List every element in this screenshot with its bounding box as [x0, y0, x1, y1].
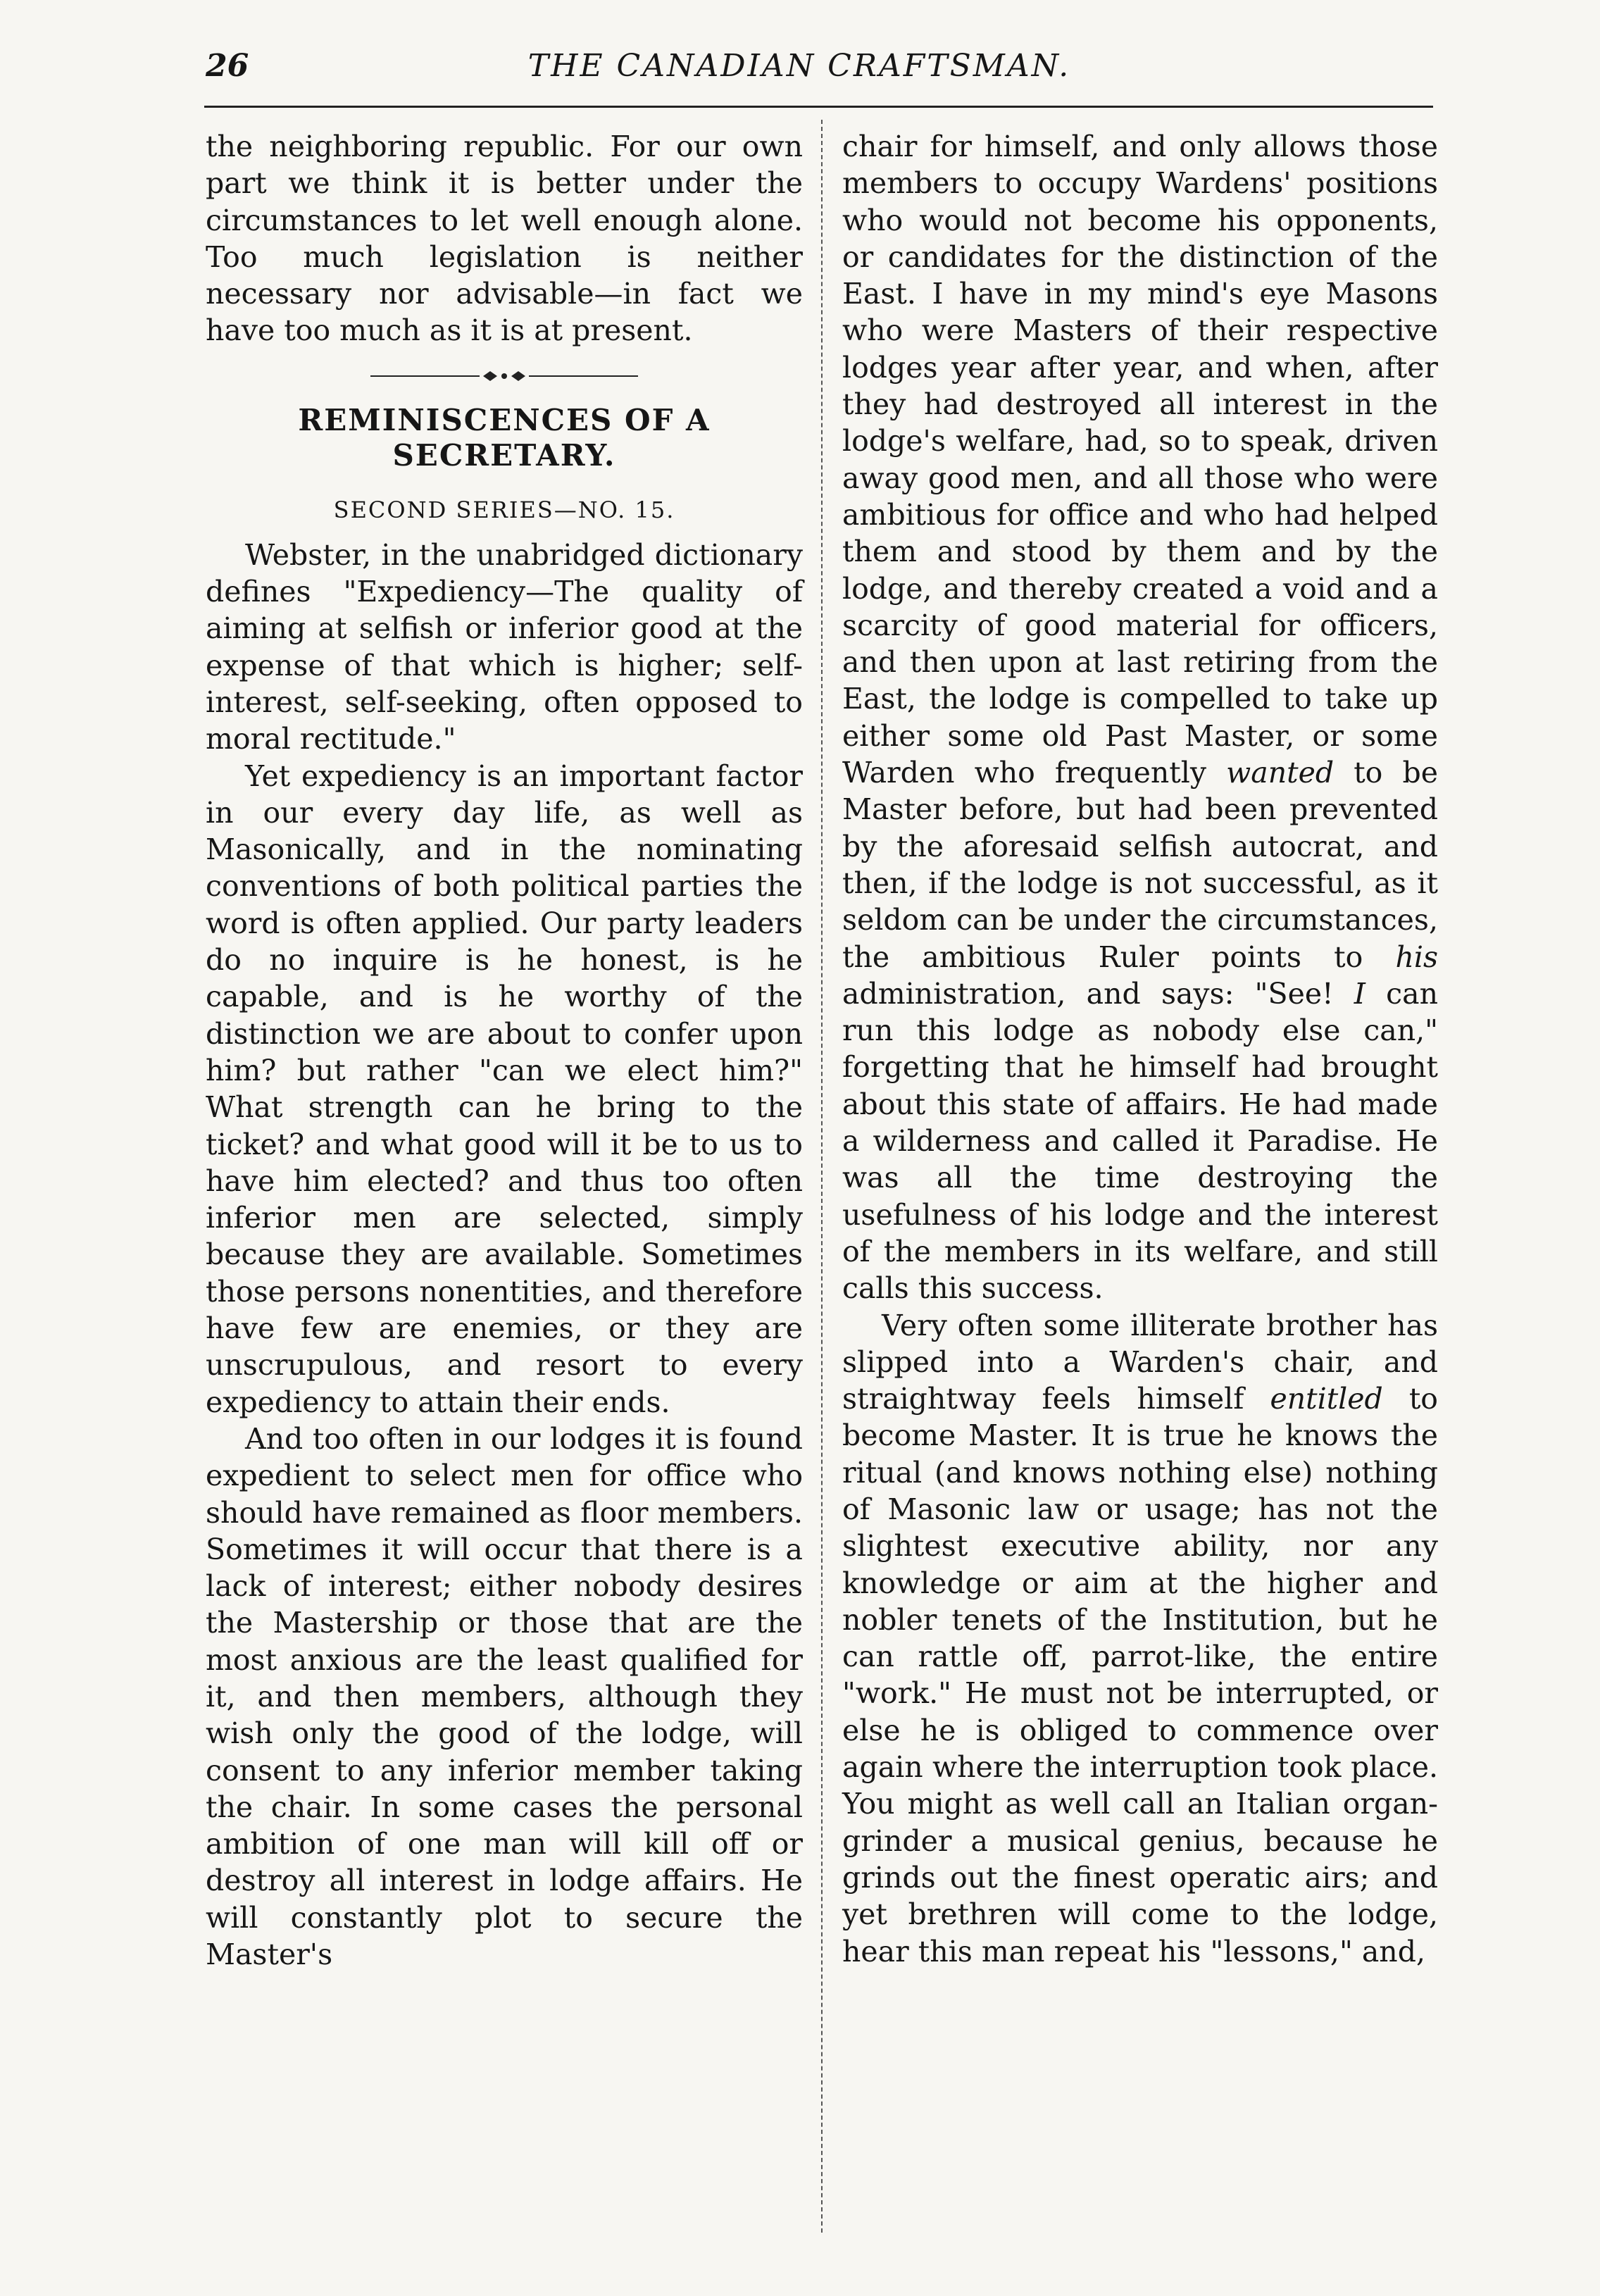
- paragraph: Yet expediency is an important factor in our every day life, as well as Masonically, and in the nominating conventions of both political parties the word is often applied. Our party leaders do no inquire is he honest, is he capable, and is he worthy of the distinction we are about to confer upon him? but rather "can we elect him?" What strength can he bring to the ticket? and what good will it be to us to have him elected? and thus too often inferior men are selected, simply because they are available. Sometimes those persons nonentities, and therefore have few are enemies, or they are unscrupulous, and resort to every expediency to attain their ends.: [206, 759, 803, 1419]
- series-line: SECOND SERIES—NO. 15.: [333, 496, 675, 523]
- column-divider: [821, 120, 823, 2233]
- left-column: [206, 128, 803, 1973]
- continued-paragraph: chair for himself, and only allows those members to occupy Wardens' positions who would not become his opponents, or candidates for the distinction of the East. I have in my mind's eye Masons who were Masters of their respective lodges year after year, and when, after they had destroyed all interest in the lodge's welfare, had, so to speak, driven away good men, and all those who were ambitious for office and who had helped them and stood by them and by the lodge, and thereby created a void and a scarcity of good material for officers, and then upon at last retiring from the East, the lodge is compelled to take up either some old Past Master, or some Warden who frequently wanted to be Master before, but had been prevented by the aforesaid selfish autocrat, and then, if the lodge is not successful, as it seldom can be under the circumstances, the ambitious Ruler points to his administration, and says: "See! I can run this lodge as nobody else can," forgetting that he himself had brought about this state of affairs. He had made a wilderness and called it Paradise. He was all the time destroying the usefulness of his lodge and the interest of the members in its welfare, and still calls this success.: [842, 130, 1438, 1306]
- paragraph: Webster, in the unabridged dictionary defines "Expediency—The quality of aiming at selfish or inferior good at the expense of that which is higher; self-interest, self-seeking, often opposed to moral rectitude.": [206, 537, 803, 756]
- paragraph: And too often in our lodges it is found expedient to select men for office who should have remained as floor members. Sometimes it will occur that there is a lack of interest; either nobody desires the Mastership or those that are the most anxious are the least qualified for it, and then members, although they wish only the good of the lodge, will consent to any inferior member taking the chair. In some cases the personal ambition of one man will kill off or destroy all interest in lodge affairs. He will constantly plot to secure the Master's: [206, 1421, 803, 1972]
- page-header: [169, 44, 1430, 94]
- right-column: [842, 128, 1438, 1970]
- ornament-divider: [206, 363, 803, 385]
- header-rule: [204, 106, 1433, 108]
- page-number: 26: [206, 48, 249, 84]
- section-heading: REMINISCENCES OF A SECRETARY.: [298, 402, 711, 473]
- running-title: THE CANADIAN CRAFTSMAN.: [527, 48, 1071, 84]
- continued-paragraph: the neighboring republic. For our own part we think it is better under the circumstances to let well enough alone. Too much legislation is neither necessary nor advisable—in fact we have too much as it is at present.: [206, 130, 803, 348]
- paragraph: Very often some illiterate brother has slipped into a Warden's chair, and straightway feels himself entitled to become Master. It is true he knows the ritual (and knows nothing else) nothing of Masonic law or usage; has not the slightest executive ability, nor any knowledge or aim at the higher and nobler tenets of the Institution, but he can rattle off, parrot-like, the entire "work." He must not be interrupted, or else he is obliged to commence over again where the interruption took place. You might as well call an Italian organ-grinder a musical genius, because he grinds out the finest operatic airs; and yet brethren will come to the lodge, hear this man repeat his "lessons," and,: [842, 1308, 1438, 1969]
- ornament-divider-icon: [370, 368, 638, 384]
